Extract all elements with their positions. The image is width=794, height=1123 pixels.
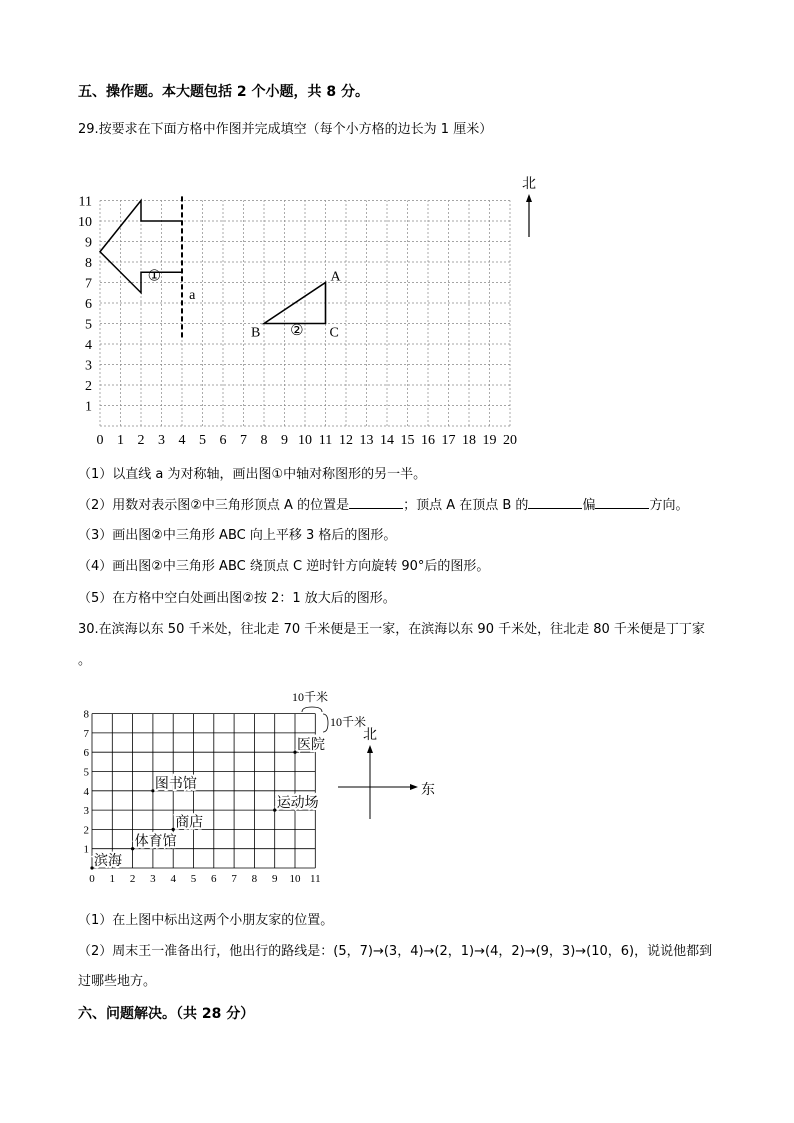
map-y-tick-label: 2 [83,824,89,837]
map-x-tick-label: 2 [129,873,136,885]
section-6-title: 六、问题解决。（共 28 分） [78,1006,255,1022]
scale-vertical-label: 10千米 [330,715,367,729]
place-label: 商店 [175,815,204,831]
q30-sub2-line1: （2）周末王一准备出行，他出行的路线是：(5，7)→(3，4)→(2，1)→(4，2)→(9，3)→(10，6)，说说他都到 [78,944,713,959]
x-tick-label: 14 [380,433,394,448]
q30-sub1: （1）在上图中标出这两个小朋友家的位置。 [78,913,334,928]
answer-blank-direction-2[interactable] [595,496,649,509]
map-x-tick-label: 3 [150,873,156,885]
compass-east-label: 东 [421,783,435,798]
x-tick-label: 1 [117,433,124,448]
map-x-tick-label: 1 [109,873,116,885]
y-tick-label: 4 [85,338,92,353]
x-tick-label: 9 [281,433,288,448]
q30-sub2-line2: 过哪些地方。 [78,974,157,989]
x-tick-label: 7 [240,433,247,448]
map-y-tick-label: 3 [83,805,89,818]
q29-grid [78,195,517,449]
x-tick-label: 2 [137,433,145,448]
shape-1-label: ① [147,268,162,285]
y-tick-label: 9 [85,235,92,251]
q29-sub4: （4）画出图②中三角形 ABC 绕顶点 C 逆时针方向旋转 90°后的图形。 [78,559,490,574]
q29-sub5: （5）在方格中空白处画出图②按 2：1 放大后的图形。 [78,591,396,606]
map-y-tick-label: 1 [83,843,89,856]
compass-north-label: 北 [363,728,377,743]
y-tick-label: 1 [85,399,92,415]
y-tick-label: 5 [85,317,92,333]
q29-sub2-text-b: ；顶点 A 在顶点 B 的 [403,498,529,513]
map-y-tick-label: 8 [83,708,89,721]
map-x-tick-label: 5 [190,873,197,885]
scale-brace-h-icon [302,707,322,712]
map-x-tick-label: 9 [271,873,278,885]
scale-horizontal-label: 10千米 [292,690,329,704]
q29-grid-figure [80,160,550,450]
point-c-label: C [329,325,339,341]
q29-sub2-text-d: 方向。 [649,498,689,513]
x-tick-label: 20 [503,433,517,448]
answer-blank-position[interactable] [349,496,403,509]
map-x-tick-label: 7 [231,873,237,885]
place-label: 运动场 [276,796,319,812]
x-tick-label: 13 [359,433,374,448]
place-label: 滨海 [94,854,122,869]
shape-2-label: ② [290,322,304,339]
map-y-tick-label: 4 [83,785,89,798]
y-tick-label: 11 [78,194,92,210]
x-tick-label: 11 [318,433,333,448]
q30-stem-line1: 30.在滨海以东 50 千米处，往北走 70 千米便是王一家，在滨海以东 90 千米处，往北走 80 千米便是丁丁家 [78,622,705,637]
map-x-tick-label: 11 [310,873,321,885]
q29-sub2-text-a: （2）用数对表示图②中三角形顶点 A 的位置是 [78,498,350,513]
q30-map-figure [80,685,450,890]
x-tick-label: 12 [339,433,353,448]
y-tick-label: 7 [85,276,92,292]
map-x-tick-label: 8 [251,873,258,885]
x-tick-label: 15 [400,433,415,448]
x-tick-label: 5 [199,433,206,448]
axis-a-label: a [189,287,196,303]
x-tick-label: 17 [441,433,456,448]
y-tick-label: 2 [85,379,92,394]
north-arrow-head-icon [526,194,532,202]
y-tick-label: 6 [85,297,92,312]
q29-sub2 [78,496,688,515]
section-5-title: 五、操作题。本大题包括 2 个小题，共 8 分。 [78,84,369,100]
x-tick-label: 4 [178,433,186,448]
q29-sub1: （1）以直线 a 为对称轴，画出图①中轴对称图形的另一半。 [78,467,427,482]
map-y-tick-label: 7 [83,727,89,740]
x-tick-label: 0 [96,433,104,448]
place-label: 图书馆 [154,776,197,792]
point-a-label: A [330,269,341,285]
map-y-tick-label: 5 [83,766,89,779]
x-tick-label: 18 [462,433,476,448]
x-tick-label: 19 [482,433,497,448]
q29-sub2-text-c: 偏 [582,498,596,513]
q29-stem: 29.按要求在下面方格中作图并完成填空（每个小方格的边长为 1 厘米） [78,122,493,137]
map-y-tick-label: 6 [83,747,89,760]
compass-north-head-icon [367,745,373,753]
map-x-tick-label: 10 [289,873,301,885]
x-tick-label: 3 [158,433,165,448]
q30-map [84,709,326,885]
north-label: 北 [522,177,536,192]
q30-stem-line2: 。 [78,653,92,668]
map-x-tick-label: 6 [211,873,217,885]
x-tick-label: 16 [421,433,435,448]
x-tick-label: 6 [219,433,227,448]
compass-east-head-icon [410,784,418,790]
place-label: 医院 [297,738,325,754]
point-b-label: B [251,325,261,341]
q29-sub3: （3）画出图②中三角形 ABC 向上平移 3 格后的图形。 [78,528,397,543]
place-label: 体育馆 [134,834,177,850]
map-x-tick-label: 4 [170,873,176,885]
map-x-tick-label: 0 [89,873,95,885]
x-tick-label: 10 [298,433,312,448]
scale-brace-v-icon [323,714,328,732]
answer-blank-direction-1[interactable] [528,496,582,509]
y-tick-label: 8 [85,256,92,271]
y-tick-label: 3 [85,358,92,374]
y-tick-label: 10 [78,215,92,230]
shape-1-half-arrow [100,201,182,293]
x-tick-label: 8 [260,433,268,448]
